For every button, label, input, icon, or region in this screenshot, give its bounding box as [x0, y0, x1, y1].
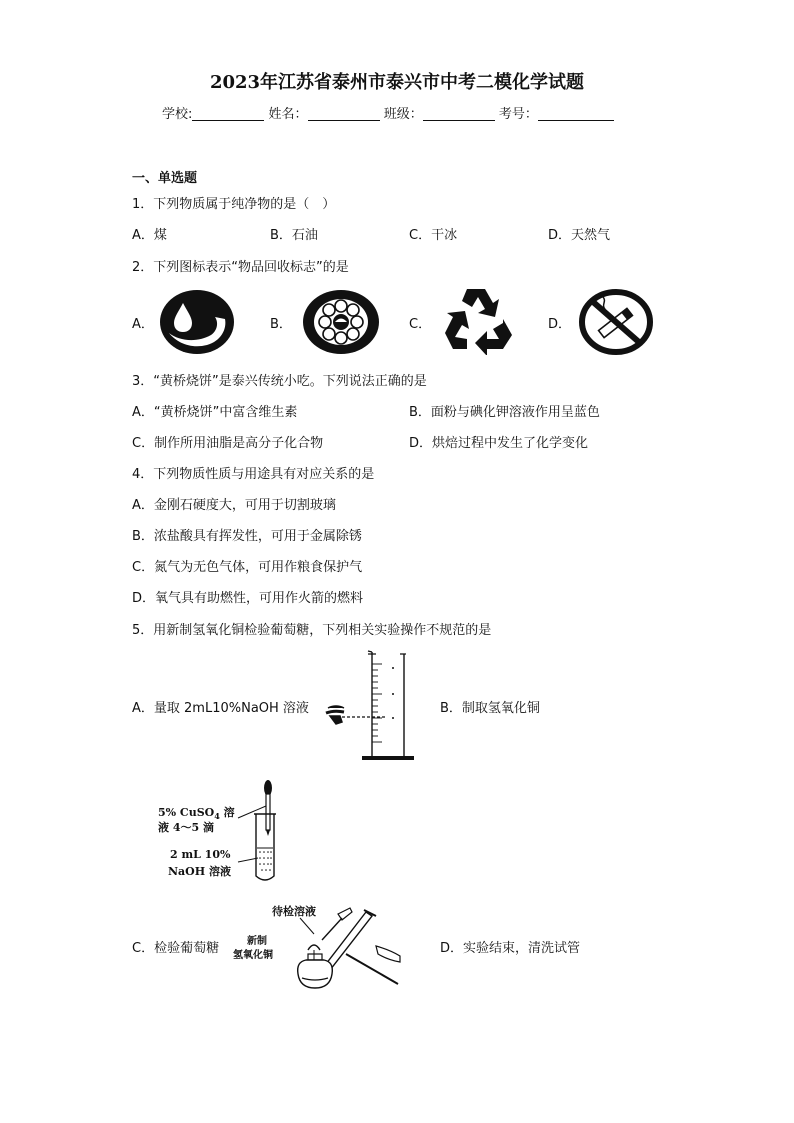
heating-test-tube-figure: [280, 904, 408, 996]
school-field[interactable]: [192, 106, 264, 121]
pending-solution-label: 待检溶液: [272, 905, 316, 918]
class-label: 班级：: [383, 107, 423, 122]
q5-option-c: C．检验葡萄糖: [132, 941, 220, 956]
recycle-icon: [441, 285, 515, 355]
fresh-label: 新制: [247, 936, 267, 947]
section-heading: 一、单选题: [132, 171, 198, 186]
food-symbol-icon: [302, 289, 380, 355]
question-1-stem: 1．下列物质属于纯净物的是（ ）: [132, 197, 336, 212]
cuso4-label-text: 5% CuSO: [158, 806, 215, 819]
q5-option-d: D．实验结束，清洗试管: [440, 941, 581, 956]
cuso4-subscript: 4: [214, 811, 220, 822]
question-4-stem: 4．下列物质性质与用途具有对应关系的是: [132, 467, 375, 482]
cuso4-label-tail: 溶: [219, 806, 235, 819]
q3-option-c: C．制作所用油脂是高分子化合物: [132, 436, 324, 451]
school-label: 学校:: [162, 107, 193, 122]
q1-option-a: A．煤: [132, 228, 167, 243]
q2-option-d: D．: [548, 317, 572, 332]
question-5-stem: 5．用新制氢氧化铜检验葡萄糖，下列相关实验操作不规范的是: [132, 623, 492, 638]
q4-option-a: A．金刚石硬度大，可用于切割玻璃: [132, 498, 336, 513]
test-tube-dropper-figure: [236, 778, 288, 884]
q1-option-c: C．干冰: [409, 228, 458, 243]
graduated-cylinder-figure: [324, 650, 414, 762]
no-smoking-icon: [579, 289, 653, 355]
question-3-stem: 3．“黄桥烧饼”是泰兴传统小吃。下列说法正确的是: [132, 374, 427, 389]
student-info-line: [162, 103, 614, 122]
q2-option-a: A．: [132, 317, 154, 332]
question-2-stem: 2．下列图标表示“物品回收标志”的是: [132, 260, 349, 275]
number-label: 考号：: [498, 107, 538, 122]
naoh-label-line2: NaOH 溶液: [168, 865, 231, 878]
name-label: 姓名：: [268, 107, 308, 122]
q4-option-d: D．氧气具有助燃性，可用作火箭的燃料: [132, 591, 364, 606]
q1-option-d: D．天然气: [548, 228, 611, 243]
name-field[interactable]: [308, 106, 380, 121]
cuso4-label-line2: 液 4～5 滴: [158, 821, 214, 834]
water-saving-icon: [159, 289, 235, 355]
q2-option-b: B．: [270, 317, 292, 332]
number-field[interactable]: [538, 106, 614, 121]
q3-option-d: D．烘焙过程中发生了化学变化: [409, 436, 589, 451]
naoh-label-line1: 2 mL 10%: [170, 848, 231, 861]
copper-hydroxide-label: 氢氧化铜: [233, 950, 273, 961]
q4-option-b: B．浓盐酸具有挥发性，可用于金属除锈: [132, 529, 362, 544]
q2-option-c: C．: [409, 317, 432, 332]
page-title: 2023年江苏省泰州市泰兴市中考二模化学试题: [209, 72, 585, 93]
q3-option-b: B．面粉与碘化钾溶液作用呈蓝色: [409, 405, 600, 420]
q4-option-c: C．氮气为无色气体，可用作粮食保护气: [132, 560, 363, 575]
q1-option-b: B．石油: [270, 228, 318, 243]
class-field[interactable]: [423, 106, 495, 121]
q3-option-a: A．“黄桥烧饼”中富含维生素: [132, 405, 298, 420]
q5-option-a: A．量取 2mL10%NaOH 溶液: [132, 701, 309, 716]
q5-option-b: B．制取氢氧化铜: [440, 701, 540, 716]
